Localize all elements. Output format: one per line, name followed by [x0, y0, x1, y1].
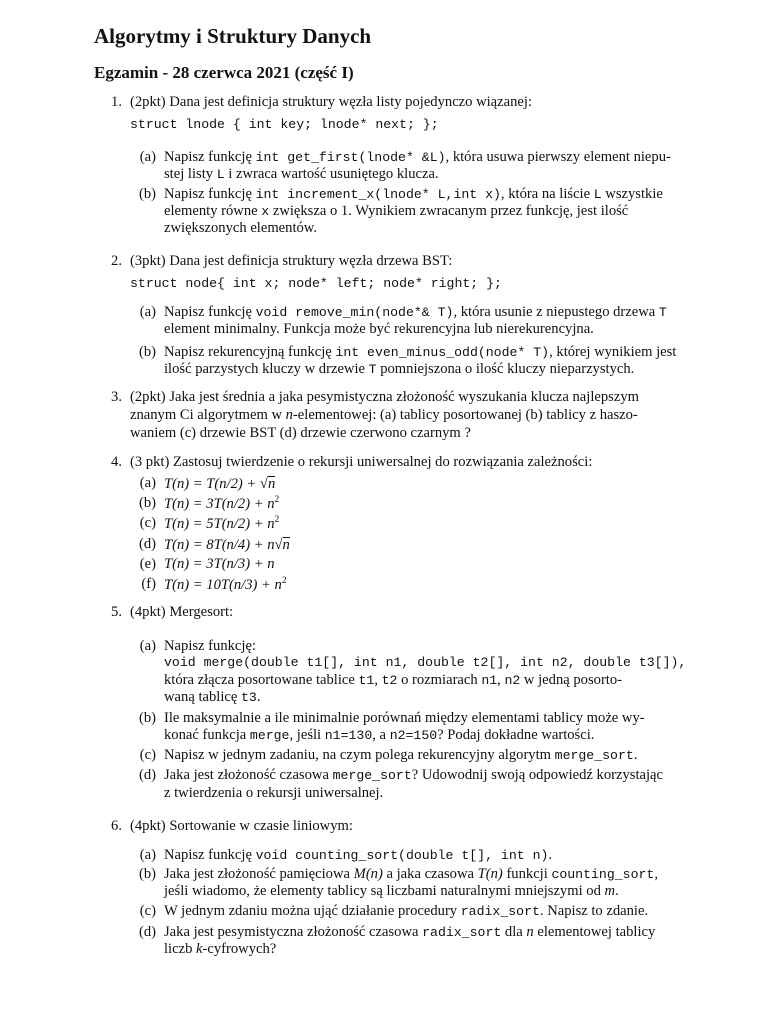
q4-radicand: n [282, 537, 290, 553]
q5b-label: (b) [138, 710, 156, 726]
q4-recurrence-expr: T(n) = 10T(n/3) + n [164, 577, 282, 593]
q4-number: 4. [111, 454, 122, 470]
q2-intro: (3pkt) Dana jest definicja struktury węzła drzewa BST: [130, 253, 453, 269]
q4-item-label: (d) [138, 536, 156, 552]
q1-code: struct lnode { int key; lnode* next; }; [130, 117, 439, 132]
q2a-line2: element minimalny. Funkcja może być rekurencyjna lub nierekurencyjna. [164, 321, 594, 337]
q2-code: struct node{ int x; node* left; node* right; }; [130, 276, 502, 291]
q1-intro: (2pkt) Dana jest definicja struktury węzła listy pojedynczo wiązanej: [130, 94, 532, 110]
q4-recurrence-expr: T(n) = 8T(n/4) + n [164, 537, 275, 553]
document-title: Algorytmy i Struktury Danych [94, 24, 372, 48]
q4-recurrence-expr: T(n) = 5T(n/2) + n [164, 516, 275, 532]
q4-exponent: 2 [274, 515, 280, 525]
q6b-line2: jeśli wiadomo, że elementy tablicy są liczbami naturalnymi mniejszymi od m. [164, 883, 619, 899]
q3-line1: (2pkt) Jaka jest średnia a jaka pesymistyczna złożoność wyszukania klucza najlepszym [130, 389, 639, 405]
q4-recurrence [164, 476, 275, 492]
q1a-line1: Napisz funkcję int get_first(lnode* &L), która usuwa pierwszy element niepu- [164, 149, 671, 165]
q1-number: 1. [111, 94, 122, 110]
q5b-line1: Ile maksymalnie a ile minimalnie porównań między elementami tablicy może wy- [164, 710, 645, 726]
q6-number: 6. [111, 818, 122, 834]
q1b-line1: Napisz funkcję int increment_x(lnode* L,int x), która na liście L wszystkie [164, 186, 663, 202]
q1a-line2: stej listy L i zwraca wartość usuniętego klucza. [164, 166, 439, 182]
q5a-line4: waną tablicę t3. [164, 689, 261, 705]
q4-exponent: 2 [281, 576, 287, 586]
q2b-label: (b) [138, 344, 156, 360]
q5d-line2: z twierdzenia o rekursji uniwersalnej. [164, 785, 384, 801]
q4-intro: (3 pkt) Zastosuj twierdzenie o rekursji uniwersalnej do rozwiązania zależności: [130, 454, 593, 470]
q6a-line1: Napisz funkcję void counting_sort(double t[], int n). [164, 847, 553, 863]
q4-exponent: 2 [274, 495, 280, 505]
q4-item-label: (b) [138, 495, 156, 511]
q5a-label: (a) [139, 638, 156, 654]
q4-item-label: (c) [139, 515, 156, 531]
q6b-line1: Jaka jest złożoność pamięciowa M(n) a jaka czasowa T(n) funkcji counting_sort, [164, 866, 658, 882]
q4-recurrence-expr: T(n) = T(n/2) + [164, 476, 260, 492]
q1b-label: (b) [138, 186, 156, 202]
q4-item-label: (a) [139, 475, 156, 491]
q5-intro: (4pkt) Mergesort: [130, 604, 234, 620]
q4-item-label: (f) [141, 576, 156, 592]
q6-intro: (4pkt) Sortowanie w czasie liniowym: [130, 818, 353, 834]
q4-recurrence [164, 496, 279, 512]
q2a-label: (a) [139, 304, 156, 320]
q4-recurrence-expr: T(n) = 3T(n/3) + n [164, 556, 275, 572]
q4-recurrence [164, 516, 279, 532]
q2-number: 2. [111, 253, 122, 269]
q6d-line1: Jaka jest pesymistyczna złożoność czasowa radix_sort dla n elementowej tablicy [164, 924, 656, 940]
q2b-line1: Napisz rekurencyjną funkcję int even_minus_odd(node* T), której wynikiem jest [164, 344, 677, 360]
q5d-line1: Jaka jest złożoność czasowa merge_sort? Udowodnij swoją odpowiedź korzystając [164, 767, 663, 783]
q6c-label: (c) [139, 903, 156, 919]
q4-radicand: n [267, 476, 276, 492]
q6d-line2: liczb k-cyfrowych? [164, 941, 277, 957]
q6d-label: (d) [138, 924, 156, 940]
q1b-line2: elementy równe x zwiększa o 1. Wynikiem zwracanym przez funkcję, jest ilość [164, 203, 629, 219]
q6c-line1: W jednym zdaniu można ująć działanie procedury radix_sort. Napisz to zdanie. [164, 903, 649, 919]
q5b-line2: konać funkcja merge, jeśli n1=130, a n2=150? Podaj dokładne wartości. [164, 727, 595, 743]
q3-line2: znanym Ci algorytmem w n-elementowej: (a) tablicy posortowanej (b) tablicy z haszo- [130, 407, 638, 423]
q4-item-label: (e) [139, 556, 156, 572]
q5c-line1: Napisz w jednym zadaniu, na czym polega rekurencyjny algorytm merge_sort. [164, 747, 638, 763]
q4-recurrence [164, 537, 290, 553]
q1a-label: (a) [139, 149, 156, 165]
q4-sqrt-sign: √ [259, 476, 268, 492]
q5a-code: void merge(double t1[], int n1, double t2[], int n2, double t3[]), [164, 655, 687, 670]
q5-number: 5. [111, 604, 122, 620]
q6a-label: (a) [139, 847, 156, 863]
q2a-line1: Napisz funkcję void remove_min(node*& T), która usunie z niepustego drzewa T [164, 304, 667, 320]
q4-recurrence-expr: T(n) = 3T(n/2) + n [164, 496, 275, 512]
q5d-label: (d) [138, 767, 156, 783]
q2b-line2: ilość parzystych kluczy w drzewie T pomniejszona o ilość kluczy nieparzystych. [164, 361, 635, 377]
q5c-label: (c) [139, 747, 156, 763]
q3-line3: waniem (c) drzewie BST (d) drzewie czerwono czarnym ? [130, 425, 471, 441]
q5a-line1: Napisz funkcję: [164, 638, 256, 654]
q1b-line3: zwiększonych elementów. [164, 220, 318, 236]
q3-number: 3. [111, 389, 122, 405]
q5a-line3: która złącza posortowane tablice t1, t2 o rozmiarach n1, n2 w jedną posorto- [164, 672, 623, 688]
q6b-label: (b) [138, 866, 156, 882]
exam-subtitle: Egzamin - 28 czerwca 2021 (część I) [94, 63, 354, 82]
q4-recurrence [164, 557, 275, 572]
q4-sqrt-sign: √ [274, 537, 283, 553]
q4-recurrence [164, 577, 287, 593]
